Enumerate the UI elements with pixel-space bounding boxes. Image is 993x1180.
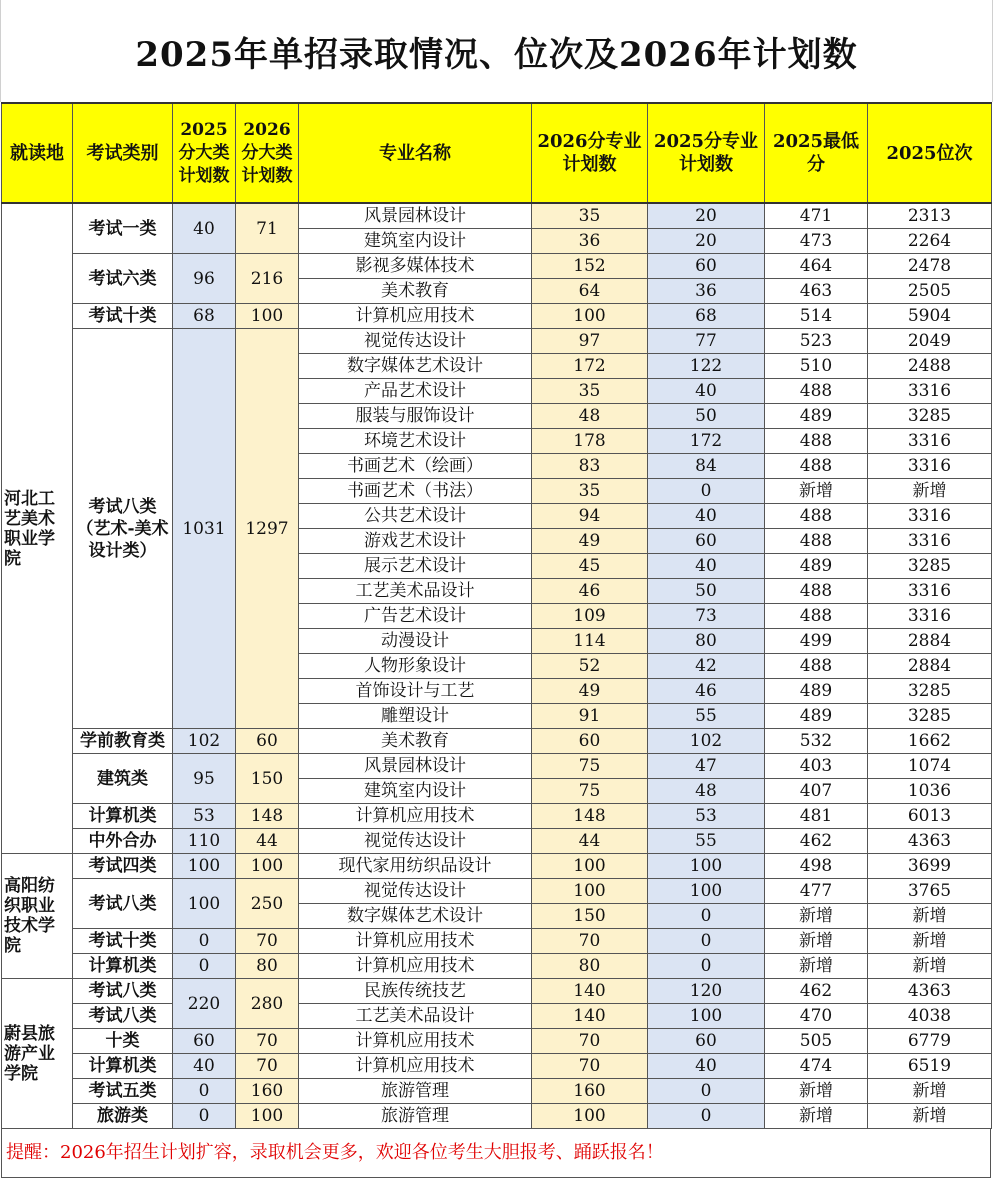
table-row xyxy=(2,1054,992,1079)
rank-cell: 2884 xyxy=(868,629,992,654)
major-plan2026-cell: 109 xyxy=(532,604,648,629)
major-cell: 风景园林设计 xyxy=(299,754,532,779)
rank-cell: 5904 xyxy=(868,304,992,329)
rank-cell: 1662 xyxy=(868,729,992,754)
major-plan2026-cell: 70 xyxy=(532,1029,648,1054)
major-plan2025-cell: 50 xyxy=(648,404,765,429)
rank-cell: 新增 xyxy=(868,1104,992,1129)
major-plan2025-cell: 84 xyxy=(648,454,765,479)
major-cell: 计算机应用技术 xyxy=(299,1054,532,1079)
major-plan2025-cell: 73 xyxy=(648,604,765,629)
major-plan2025-cell: 60 xyxy=(648,254,765,279)
page-title: 2025年单招录取情况、位次及2026年计划数 xyxy=(0,0,993,102)
reminder-note: 提醒：2026年招生计划扩容，录取机会更多，欢迎各位考生大胆报考、踊跃报名！ xyxy=(1,1128,991,1178)
category-cell: 学前教育类 xyxy=(73,729,173,754)
min-score-cell: 464 xyxy=(765,254,868,279)
category-cell: 考试四类 xyxy=(73,854,173,879)
major-cell: 书画艺术（绘画） xyxy=(299,454,532,479)
plan2025-cell: 102 xyxy=(173,729,236,754)
major-cell: 展示艺术设计 xyxy=(299,554,532,579)
major-cell: 动漫设计 xyxy=(299,629,532,654)
major-cell: 环境艺术设计 xyxy=(299,429,532,454)
plan2025-cell: 0 xyxy=(173,1079,236,1104)
table-row xyxy=(2,1004,992,1029)
major-plan2026-cell: 97 xyxy=(532,329,648,354)
rank-cell: 2488 xyxy=(868,354,992,379)
rank-cell: 3699 xyxy=(868,854,992,879)
category-cell: 考试十类 xyxy=(73,304,173,329)
min-score-cell: 489 xyxy=(765,679,868,704)
plan2026-cell: 100 xyxy=(236,1104,299,1129)
major-cell: 服装与服饰设计 xyxy=(299,404,532,429)
plan2025-cell: 40 xyxy=(173,1054,236,1079)
plan2025-cell: 60 xyxy=(173,1029,236,1054)
major-plan2025-cell: 48 xyxy=(648,779,765,804)
major-cell: 旅游管理 xyxy=(299,1079,532,1104)
table-row xyxy=(2,954,992,979)
major-cell: 风景园林设计 xyxy=(299,203,532,229)
major-cell: 旅游管理 xyxy=(299,1104,532,1129)
min-score-cell: 489 xyxy=(765,554,868,579)
major-plan2026-cell: 178 xyxy=(532,429,648,454)
major-plan2026-cell: 114 xyxy=(532,629,648,654)
table-row xyxy=(2,304,992,329)
header-school: 就读地 xyxy=(2,103,73,203)
plan2026-cell: 160 xyxy=(236,1079,299,1104)
header-row xyxy=(2,103,992,203)
rank-cell: 4363 xyxy=(868,979,992,1004)
min-score-cell: 510 xyxy=(765,354,868,379)
major-plan2026-cell: 48 xyxy=(532,404,648,429)
plan2026-cell: 250 xyxy=(236,879,299,929)
plan2026-cell: 44 xyxy=(236,829,299,854)
min-score-cell: 新增 xyxy=(765,904,868,929)
category-cell: 建筑类 xyxy=(73,754,173,804)
major-plan2025-cell: 40 xyxy=(648,379,765,404)
table-row xyxy=(2,879,992,904)
major-plan2026-cell: 49 xyxy=(532,679,648,704)
rank-cell: 3316 xyxy=(868,454,992,479)
major-plan2025-cell: 102 xyxy=(648,729,765,754)
rank-cell: 6519 xyxy=(868,1054,992,1079)
major-cell: 视觉传达设计 xyxy=(299,329,532,354)
major-plan2026-cell: 100 xyxy=(532,879,648,904)
plan2025-cell: 0 xyxy=(173,1104,236,1129)
category-cell: 考试十类 xyxy=(73,929,173,954)
major-plan2026-cell: 94 xyxy=(532,504,648,529)
min-score-cell: 462 xyxy=(765,829,868,854)
major-plan2026-cell: 45 xyxy=(532,554,648,579)
table-row xyxy=(2,203,992,229)
rank-cell: 3765 xyxy=(868,879,992,904)
plan2025-cell: 110 xyxy=(173,829,236,854)
rank-cell: 3316 xyxy=(868,579,992,604)
major-plan2025-cell: 100 xyxy=(648,854,765,879)
rank-cell: 3285 xyxy=(868,554,992,579)
category-cell: 考试一类 xyxy=(73,203,173,254)
major-plan2025-cell: 36 xyxy=(648,279,765,304)
major-plan2026-cell: 91 xyxy=(532,704,648,729)
major-cell: 广告艺术设计 xyxy=(299,604,532,629)
major-cell: 工艺美术品设计 xyxy=(299,1004,532,1029)
major-cell: 雕塑设计 xyxy=(299,704,532,729)
major-cell: 美术教育 xyxy=(299,279,532,304)
category-cell: 计算机类 xyxy=(73,804,173,829)
rank-cell: 1074 xyxy=(868,754,992,779)
major-plan2025-cell: 120 xyxy=(648,979,765,1004)
category-cell: 考试八类 xyxy=(73,979,173,1004)
major-cell: 公共艺术设计 xyxy=(299,504,532,529)
plan2025-cell: 95 xyxy=(173,754,236,804)
major-cell: 书画艺术（书法） xyxy=(299,479,532,504)
plan2026-cell: 70 xyxy=(236,929,299,954)
rank-cell: 4363 xyxy=(868,829,992,854)
min-score-cell: 新增 xyxy=(765,954,868,979)
major-plan2026-cell: 140 xyxy=(532,1004,648,1029)
major-plan2025-cell: 40 xyxy=(648,1054,765,1079)
min-score-cell: 523 xyxy=(765,329,868,354)
major-plan2026-cell: 100 xyxy=(532,1104,648,1129)
major-plan2025-cell: 0 xyxy=(648,1079,765,1104)
min-score-cell: 488 xyxy=(765,604,868,629)
plan2026-cell: 148 xyxy=(236,804,299,829)
min-score-cell: 470 xyxy=(765,1004,868,1029)
rank-cell: 6779 xyxy=(868,1029,992,1054)
header-plan2026: 2026分大类计划数 xyxy=(236,103,299,203)
major-plan2025-cell: 0 xyxy=(648,929,765,954)
admission-table xyxy=(1,102,992,1129)
rank-cell: 3316 xyxy=(868,504,992,529)
table-row xyxy=(2,1079,992,1104)
rank-cell: 2313 xyxy=(868,203,992,229)
rank-cell: 3316 xyxy=(868,604,992,629)
major-plan2025-cell: 46 xyxy=(648,679,765,704)
major-plan2025-cell: 40 xyxy=(648,504,765,529)
rank-cell: 新增 xyxy=(868,954,992,979)
major-plan2025-cell: 80 xyxy=(648,629,765,654)
major-plan2026-cell: 80 xyxy=(532,954,648,979)
major-plan2025-cell: 100 xyxy=(648,1004,765,1029)
plan2025-cell: 0 xyxy=(173,954,236,979)
rank-cell: 3285 xyxy=(868,404,992,429)
major-cell: 数字媒体艺术设计 xyxy=(299,904,532,929)
major-plan2025-cell: 100 xyxy=(648,879,765,904)
major-plan2026-cell: 75 xyxy=(532,754,648,779)
plan2026-cell: 71 xyxy=(236,203,299,254)
rank-cell: 1036 xyxy=(868,779,992,804)
major-plan2026-cell: 100 xyxy=(532,854,648,879)
category-cell: 考试六类 xyxy=(73,254,173,304)
min-score-cell: 473 xyxy=(765,229,868,254)
min-score-cell: 514 xyxy=(765,304,868,329)
table-row xyxy=(2,754,992,779)
table-row xyxy=(2,1029,992,1054)
rank-cell: 2478 xyxy=(868,254,992,279)
plan2025-cell: 40 xyxy=(173,203,236,254)
major-plan2025-cell: 20 xyxy=(648,203,765,229)
rank-cell: 6013 xyxy=(868,804,992,829)
table-row xyxy=(2,929,992,954)
min-score-cell: 新增 xyxy=(765,929,868,954)
min-score-cell: 488 xyxy=(765,654,868,679)
min-score-cell: 488 xyxy=(765,454,868,479)
plan2025-cell: 220 xyxy=(173,979,236,1029)
header-major: 专业名称 xyxy=(299,103,532,203)
major-cell: 人物形象设计 xyxy=(299,654,532,679)
major-plan2026-cell: 36 xyxy=(532,229,648,254)
major-cell: 游戏艺术设计 xyxy=(299,529,532,554)
major-cell: 民族传统技艺 xyxy=(299,979,532,1004)
plan2025-cell: 1031 xyxy=(173,329,236,729)
rank-cell: 3316 xyxy=(868,379,992,404)
min-score-cell: 477 xyxy=(765,879,868,904)
rank-cell: 3316 xyxy=(868,529,992,554)
category-cell: 考试八类 xyxy=(73,879,173,929)
major-plan2025-cell: 172 xyxy=(648,429,765,454)
min-score-cell: 463 xyxy=(765,279,868,304)
min-score-cell: 489 xyxy=(765,704,868,729)
plan2026-cell: 70 xyxy=(236,1029,299,1054)
major-cell: 建筑室内设计 xyxy=(299,229,532,254)
major-plan2026-cell: 172 xyxy=(532,354,648,379)
header-rank: 2025位次 xyxy=(868,103,992,203)
plan2026-cell: 60 xyxy=(236,729,299,754)
table-row xyxy=(2,854,992,879)
school-cell: 蔚县旅游产业学院 xyxy=(2,979,73,1129)
min-score-cell: 新增 xyxy=(765,1104,868,1129)
min-score-cell: 488 xyxy=(765,429,868,454)
header-category: 考试类别 xyxy=(73,103,173,203)
major-cell: 计算机应用技术 xyxy=(299,929,532,954)
major-plan2025-cell: 55 xyxy=(648,829,765,854)
major-plan2026-cell: 46 xyxy=(532,579,648,604)
plan2025-cell: 100 xyxy=(173,854,236,879)
rank-cell: 2884 xyxy=(868,654,992,679)
major-plan2026-cell: 152 xyxy=(532,254,648,279)
category-cell: 中外合办 xyxy=(73,829,173,854)
min-score-cell: 407 xyxy=(765,779,868,804)
major-plan2026-cell: 160 xyxy=(532,1079,648,1104)
min-score-cell: 462 xyxy=(765,979,868,1004)
category-cell: 考试八类 xyxy=(73,1004,173,1029)
rank-cell: 3285 xyxy=(868,679,992,704)
min-score-cell: 新增 xyxy=(765,1079,868,1104)
major-cell: 视觉传达设计 xyxy=(299,879,532,904)
plan2026-cell: 70 xyxy=(236,1054,299,1079)
major-plan2026-cell: 35 xyxy=(532,379,648,404)
major-plan2026-cell: 70 xyxy=(532,929,648,954)
plan2025-cell: 96 xyxy=(173,254,236,304)
category-cell: 旅游类 xyxy=(73,1104,173,1129)
table-row xyxy=(2,804,992,829)
major-plan2025-cell: 60 xyxy=(648,529,765,554)
major-cell: 工艺美术品设计 xyxy=(299,579,532,604)
table-row xyxy=(2,979,992,1004)
rank-cell: 3285 xyxy=(868,704,992,729)
major-cell: 建筑室内设计 xyxy=(299,779,532,804)
min-score-cell: 489 xyxy=(765,404,868,429)
min-score-cell: 532 xyxy=(765,729,868,754)
major-plan2026-cell: 64 xyxy=(532,279,648,304)
major-plan2025-cell: 20 xyxy=(648,229,765,254)
rank-cell: 2264 xyxy=(868,229,992,254)
header-min-score: 2025最低分 xyxy=(765,103,868,203)
major-plan2025-cell: 122 xyxy=(648,354,765,379)
major-plan2025-cell: 40 xyxy=(648,554,765,579)
plan2025-cell: 53 xyxy=(173,804,236,829)
major-plan2025-cell: 68 xyxy=(648,304,765,329)
major-plan2026-cell: 148 xyxy=(532,804,648,829)
major-plan2025-cell: 47 xyxy=(648,754,765,779)
plan2025-cell: 100 xyxy=(173,879,236,929)
min-score-cell: 474 xyxy=(765,1054,868,1079)
major-plan2026-cell: 75 xyxy=(532,779,648,804)
major-plan2026-cell: 49 xyxy=(532,529,648,554)
major-cell: 美术教育 xyxy=(299,729,532,754)
major-plan2025-cell: 55 xyxy=(648,704,765,729)
header-major-plan2026: 2026分专业计划数 xyxy=(532,103,648,203)
category-cell: 计算机类 xyxy=(73,954,173,979)
category-cell: 考试五类 xyxy=(73,1079,173,1104)
major-plan2026-cell: 140 xyxy=(532,979,648,1004)
plan2026-cell: 100 xyxy=(236,854,299,879)
major-cell: 计算机应用技术 xyxy=(299,804,532,829)
plan2025-cell: 68 xyxy=(173,304,236,329)
major-plan2025-cell: 0 xyxy=(648,954,765,979)
major-plan2025-cell: 53 xyxy=(648,804,765,829)
rank-cell: 新增 xyxy=(868,1079,992,1104)
min-score-cell: 481 xyxy=(765,804,868,829)
major-cell: 数字媒体艺术设计 xyxy=(299,354,532,379)
major-plan2026-cell: 35 xyxy=(532,479,648,504)
plan2026-cell: 280 xyxy=(236,979,299,1029)
min-score-cell: 488 xyxy=(765,529,868,554)
min-score-cell: 新增 xyxy=(765,479,868,504)
major-plan2025-cell: 42 xyxy=(648,654,765,679)
rank-cell: 2505 xyxy=(868,279,992,304)
school-cell: 河北工艺美术职业学院 xyxy=(2,203,73,854)
major-cell: 产品艺术设计 xyxy=(299,379,532,404)
min-score-cell: 499 xyxy=(765,629,868,654)
min-score-cell: 498 xyxy=(765,854,868,879)
major-cell: 首饰设计与工艺 xyxy=(299,679,532,704)
rank-cell: 2049 xyxy=(868,329,992,354)
major-cell: 现代家用纺织品设计 xyxy=(299,854,532,879)
major-cell: 视觉传达设计 xyxy=(299,829,532,854)
major-plan2026-cell: 44 xyxy=(532,829,648,854)
min-score-cell: 403 xyxy=(765,754,868,779)
min-score-cell: 488 xyxy=(765,504,868,529)
major-cell: 计算机应用技术 xyxy=(299,954,532,979)
header-major-plan2025: 2025分专业计划数 xyxy=(648,103,765,203)
rank-cell: 新增 xyxy=(868,904,992,929)
rank-cell: 新增 xyxy=(868,929,992,954)
min-score-cell: 471 xyxy=(765,203,868,229)
major-plan2026-cell: 150 xyxy=(532,904,648,929)
min-score-cell: 488 xyxy=(765,379,868,404)
major-plan2026-cell: 35 xyxy=(532,203,648,229)
major-plan2026-cell: 52 xyxy=(532,654,648,679)
table-row xyxy=(2,329,992,354)
major-cell: 影视多媒体技术 xyxy=(299,254,532,279)
major-plan2026-cell: 83 xyxy=(532,454,648,479)
plan2026-cell: 80 xyxy=(236,954,299,979)
table-row xyxy=(2,729,992,754)
category-cell: 计算机类 xyxy=(73,1054,173,1079)
rank-cell: 4038 xyxy=(868,1004,992,1029)
table-row xyxy=(2,1104,992,1129)
rank-cell: 3316 xyxy=(868,429,992,454)
major-plan2025-cell: 0 xyxy=(648,1104,765,1129)
category-cell: 考试八类（艺术-美术设计类） xyxy=(73,329,173,729)
major-plan2025-cell: 50 xyxy=(648,579,765,604)
major-plan2025-cell: 77 xyxy=(648,329,765,354)
plan2026-cell: 150 xyxy=(236,754,299,804)
major-plan2025-cell: 0 xyxy=(648,904,765,929)
major-plan2026-cell: 60 xyxy=(532,729,648,754)
major-plan2026-cell: 70 xyxy=(532,1054,648,1079)
table-row xyxy=(2,254,992,279)
major-plan2026-cell: 100 xyxy=(532,304,648,329)
major-cell: 计算机应用技术 xyxy=(299,304,532,329)
school-cell: 高阳纺织职业技术学院 xyxy=(2,854,73,979)
plan2026-cell: 216 xyxy=(236,254,299,304)
min-score-cell: 488 xyxy=(765,579,868,604)
major-plan2025-cell: 0 xyxy=(648,479,765,504)
table-row xyxy=(2,829,992,854)
header-plan2025: 2025分大类计划数 xyxy=(173,103,236,203)
major-cell: 计算机应用技术 xyxy=(299,1029,532,1054)
rank-cell: 新增 xyxy=(868,479,992,504)
category-cell: 十类 xyxy=(73,1029,173,1054)
plan2026-cell: 1297 xyxy=(236,329,299,729)
plan2026-cell: 100 xyxy=(236,304,299,329)
major-plan2025-cell: 60 xyxy=(648,1029,765,1054)
plan2025-cell: 0 xyxy=(173,929,236,954)
min-score-cell: 505 xyxy=(765,1029,868,1054)
